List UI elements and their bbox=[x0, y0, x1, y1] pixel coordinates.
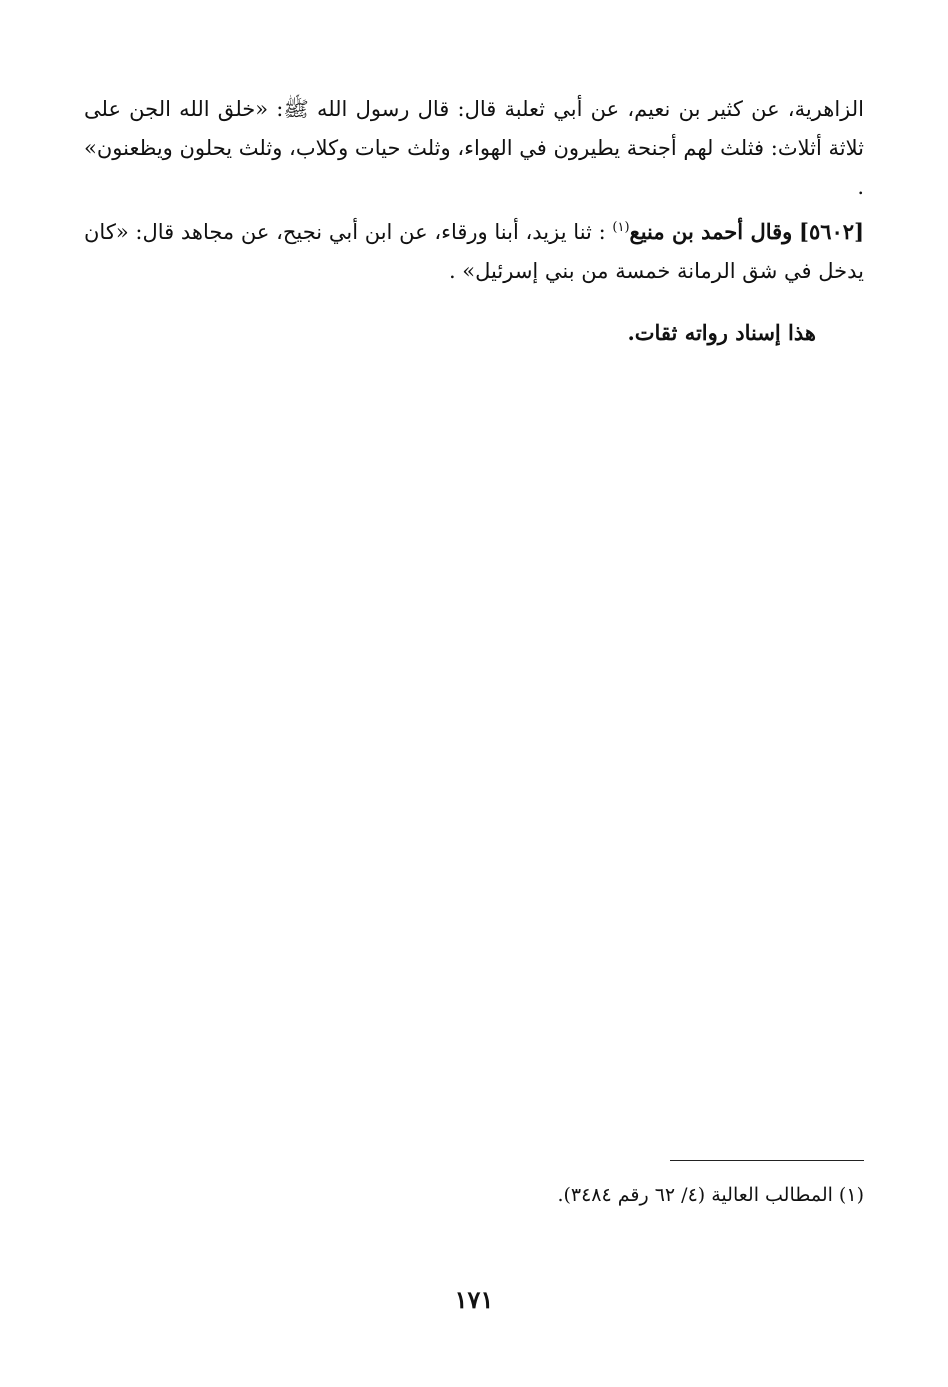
narrator-name: وقال أحمد بن منيع bbox=[629, 219, 793, 244]
footnote: (١) المطالب العالية (٤/ ٦٢ رقم ٣٤٨٤). bbox=[557, 1184, 864, 1206]
page-number: ١٧١ bbox=[454, 1285, 494, 1314]
footnote-divider bbox=[670, 1160, 864, 1161]
hadith-paragraph-5602 bbox=[84, 212, 864, 291]
paragraph-text: : ثنا يزيد، أبنا ورقاء، عن ابن أبي نجيح، عن مجاهد قال: «كان يدخل في شق الرمانة خمسة من بني إسرئيل» . bbox=[84, 220, 864, 283]
isnad-grading: هذا إسناد رواته ثقات. bbox=[627, 320, 816, 345]
hadith-paragraph-continuation bbox=[84, 90, 864, 207]
hadith-number: [٥٦٠٢] bbox=[799, 219, 864, 244]
footnote-marker: (١) bbox=[612, 220, 630, 235]
paragraph-text: الزاهرية، عن كثير بن نعيم، عن أبي ثعلبة قال: قال رسول الله ﷺ: «خلق الله الجن على ثلاثة أثلاث: فثلث لهم أجنحة يطيرون في الهواء، وثلث حيات وكلاب، وثلث يحلون ويظعنون» . bbox=[84, 97, 864, 199]
